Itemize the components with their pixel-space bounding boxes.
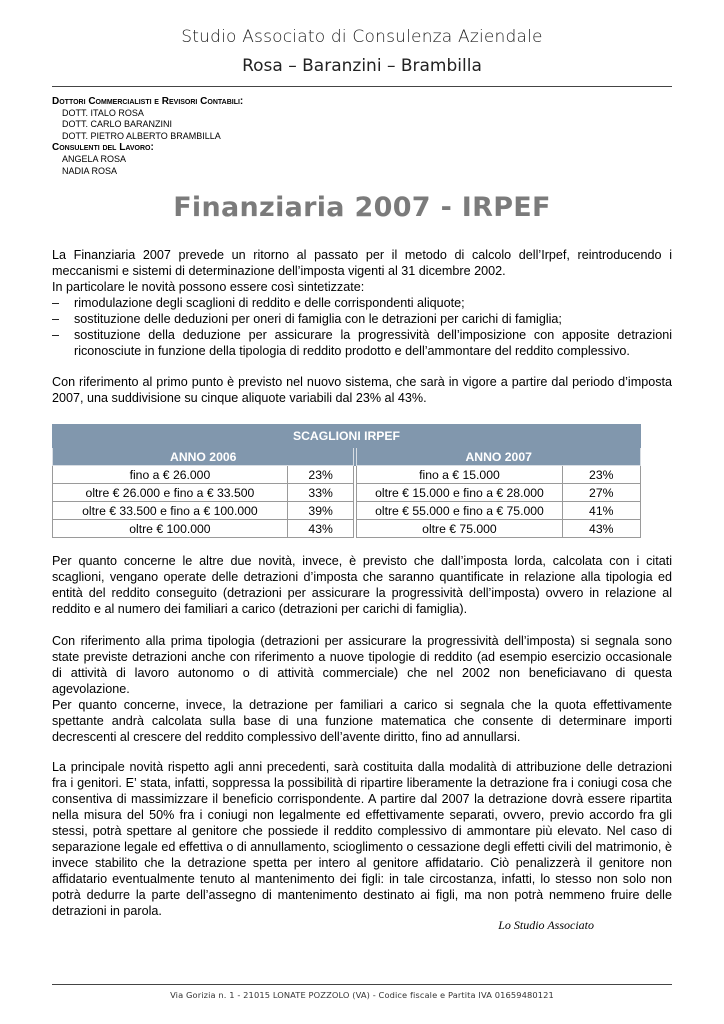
rate-2006: 43% [287, 520, 354, 538]
paragraph: Con riferimento alla prima tipologia (detrazioni per assicurare la progressività dell’imposta) si segnala sono state previste detrazioni anche con riferimento a nuove tipologie di reddito (ad esempio esercizio occasionale di attività di lavoro autonomo o di attività commerciale) che nel 2002 non beneficiavano di questa agevolazione. [52, 634, 672, 696]
list-item-text: sostituzione della deduzione per assicurare la progressività dell’imposizione con apposite detrazioni riconosciute in funzione della tipologia di reddito prodotto e dell’ammontare del reddito complessivo. [74, 328, 672, 358]
bullet-dash: – [52, 328, 60, 342]
footer-divider [52, 984, 672, 985]
table-row [53, 502, 641, 520]
table-row [53, 520, 641, 538]
list-item [52, 311, 672, 327]
rate-2006: 33% [287, 484, 354, 502]
paragraph: Per quanto concerne, invece, la detrazione per familiari a carico si segnala che la quota effettivamente spettante andrà calcolata sulla base di una funzione matematica che consente di determinare importi decrescenti al crescere del reddito complessivo dell’avente diritto, fino ad annullarsi. [52, 698, 672, 744]
range-2007: oltre € 75.000 [357, 520, 562, 538]
partners-names: Rosa – Baranzini – Brambilla [242, 56, 482, 76]
staff-name: DOTT. ITALO ROSA [62, 107, 144, 118]
list-item [52, 295, 672, 311]
range-2006: fino a € 26.000 [53, 466, 288, 484]
rate-2007: 27% [562, 484, 641, 502]
staff-name: ANGELA ROSA [62, 153, 127, 164]
paragraph: Con riferimento al primo punto è previsto nel nuovo sistema, che sarà in vigore a partire dal periodo d’imposta 2007, una suddivisione su cinque aliquote variabili dal 23% al 43%. [52, 375, 672, 405]
range-2006: oltre € 33.500 e fino a € 100.000 [53, 502, 288, 520]
studio-name: Studio Associato di Consulenza Aziendale [181, 27, 543, 47]
rate-2007: 23% [562, 466, 641, 484]
intro-section [52, 247, 672, 359]
bullet-dash: – [52, 296, 60, 310]
footer-address: Via Gorizia n. 1 - 21015 LONATE POZZOLO (VA) - Codice fiscale e Partita IVA 01659480121 [170, 990, 554, 1000]
table-caption: SCAGLIONI IRPEF [53, 425, 641, 448]
table-row [53, 484, 641, 502]
list-item-text: rimodulazione degli scaglioni di reddito e delle corrispondenti aliquote; [74, 296, 465, 310]
staff-list [52, 96, 452, 177]
intro-paragraph: La Finanziaria 2007 prevede un ritorno al passato per il metodo di calcolo dell’Irpef, reintroducendo i meccanismi e sistemi di determinazione dell’imposta vigenti al 31 dicembre 2002. [52, 248, 672, 278]
header-divider [52, 86, 672, 87]
column-header-2006: ANNO 2006 [53, 448, 354, 466]
staff-name: DOTT. PIETRO ALBERTO BRAMBILLA [62, 130, 221, 141]
staff-group-title: Dottori Commercialisti e Revisori Contabili: [52, 96, 244, 107]
rate-2006: 23% [287, 466, 354, 484]
staff-name: DOTT. CARLO BARANZINI [62, 119, 173, 130]
intro-lead: In particolare le novità possono essere così sintetizzate: [52, 280, 365, 294]
range-2007: oltre € 15.000 e fino a € 28.000 [357, 484, 562, 502]
paragraph: La principale novità rispetto agli anni precedenti, sarà costituita dalla modalità di attribuzione delle detrazioni fra i genitori. E’ stata, infatti, soppressa la possibilità di ripartire liberamente la detrazione fra i coniugi cosa che consentiva di massimizzare il beneficio corrispondente. A partire dal 2007 la detrazione dovrà essere ripartita nella misura del 50% fra i coniugi non legalmente ed effettivamente separati, ovvero, previo accordo fra gli stessi, potrà spettare al genitore che possiede il reddito complessivo di ammontare più elevato. Nel caso di separazione legale ed effettiva o di annullamento, scioglimento o cessazione degli effetti civili del matrimonio, è invece stabilito che la detrazione spetta per intero al genitore affidatario. Ciò penalizzerà il genitore non affidatario eventualmente tenuto al mantenimento dei figli: in tale circostanza, infatti, lo stesso non solo non potrà dedurre la parte dell’assegno di mantenimento destinato ai figli, ma non potrà nemmeno fruire delle detrazioni in parola. [52, 760, 672, 918]
table-row [53, 466, 641, 484]
document-title: Finanziaria 2007 - IRPEF [173, 192, 551, 223]
column-header-2007: ANNO 2007 [357, 448, 641, 466]
letterhead [0, 26, 724, 78]
bullet-dash: – [52, 312, 60, 326]
irpef-brackets-table [52, 424, 641, 538]
range-2007: fino a € 15.000 [357, 466, 562, 484]
range-2006: oltre € 26.000 e fino a € 33.500 [53, 484, 288, 502]
paragraph: Per quanto concerne le altre due novità, invece, è previsto che dall’imposta lorda, calcolata con i citati scaglioni, vengano operate delle detrazioni d’imposta che saranno quantificate in relazione alla tipologia ed entità del reddito conseguito (detrazioni per assicurare la progressività dell’imposta) ovvero in relazione al reddito e al numero dei familiari a carico (detrazioni per carichi di famiglia). [52, 554, 672, 616]
rate-2007: 43% [562, 520, 641, 538]
list-item-text: sostituzione delle deduzioni per oneri di famiglia con le detrazioni per carichi di famiglia; [74, 312, 562, 326]
staff-name: NADIA ROSA [62, 165, 118, 176]
novelty-list [52, 295, 672, 359]
rate-2006: 39% [287, 502, 354, 520]
range-2007: oltre € 55.000 e fino a € 75.000 [357, 502, 562, 520]
signature: Lo Studio Associato [498, 918, 594, 932]
rate-2007: 41% [562, 502, 641, 520]
list-item [52, 327, 672, 359]
range-2006: oltre € 100.000 [53, 520, 288, 538]
staff-group-title: Consulenti del Lavoro: [52, 142, 154, 154]
